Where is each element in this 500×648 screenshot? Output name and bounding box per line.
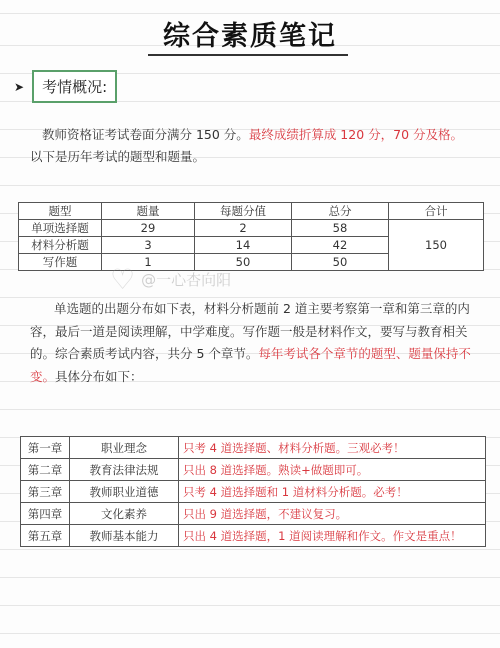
table-cell: 2 (195, 220, 292, 237)
para2-normal: 单选题的出题分布如下表，材料分析题前 2 道主要考察第一章和第三章的内容，最后一道是阅读理解，中学难度。写作题一般是材料作文，要写与教育相关的。综合素质考试内容，共分 5 个章节。 (30, 301, 470, 361)
chapter-cell: 第四章 (21, 503, 70, 525)
intro-paragraph (30, 124, 476, 168)
topic-cell: 文化素养 (70, 503, 179, 525)
chapter-cell: 第二章 (21, 459, 70, 481)
intro-line1-red: 最终成绩折算成 120 分，70 分及格。 (248, 127, 463, 142)
intro-line2: 以下是历年考试的题型和题量。 (30, 149, 206, 164)
table-row (19, 220, 484, 237)
total-cell: 150 (389, 220, 484, 271)
table-cell: 1 (102, 254, 195, 271)
table-header: 每题分值 (195, 203, 292, 220)
table-header: 合计 (389, 203, 484, 220)
chapter-table (20, 436, 486, 547)
chapter-cell: 第一章 (21, 437, 70, 459)
table-cell: 50 (195, 254, 292, 271)
table-row (21, 459, 486, 481)
table-cell: 14 (195, 237, 292, 254)
table-cell: 50 (292, 254, 389, 271)
chapter-cell: 第三章 (21, 481, 70, 503)
question-type-table (18, 202, 484, 271)
chapter-cell: 第五章 (21, 525, 70, 547)
arrow-right-icon: ➤ (14, 79, 25, 94)
section-heading (14, 70, 117, 103)
table-cell: 写作题 (19, 254, 102, 271)
title-underline (148, 54, 348, 56)
table-cell: 42 (292, 237, 389, 254)
topic-cell: 职业理念 (70, 437, 179, 459)
note-cell: 只出 9 道选择题，不建议复习。 (179, 503, 486, 525)
para2-red: 每年考试各个章节的题型、题量保持不变。 (30, 346, 471, 384)
table-header: 题型 (19, 203, 102, 220)
para2-tail: 具体分布如下： (55, 368, 143, 384)
intro-line1-normal: 教师资格证考试卷面分满分 150 分。 (42, 127, 249, 142)
topic-cell: 教育法律法规 (70, 459, 179, 481)
page-title: 综合素质笔记 (163, 21, 337, 52)
table-row (21, 525, 486, 547)
section-label: 考情概况: (32, 70, 117, 103)
table-cell: 单项选择题 (19, 220, 102, 237)
topic-cell: 教师基本能力 (70, 525, 179, 547)
note-cell: 只考 4 道选择题和 1 道材料分析题。必考！ (179, 481, 486, 503)
table-header-row (19, 203, 484, 220)
table-row (21, 437, 486, 459)
table-cell: 58 (292, 220, 389, 237)
note-cell: 只出 4 道选择题，1 道阅读理解和作文。作文是重点！ (179, 525, 486, 547)
note-cell: 只考 4 道选择题、材料分析题。三观必考！ (179, 437, 486, 459)
table-header: 总分 (292, 203, 389, 220)
heart-icon: ♡ (110, 263, 136, 296)
table-cell: 29 (102, 220, 195, 237)
table-header: 题量 (102, 203, 195, 220)
table-row (21, 481, 486, 503)
watermark-text: @一心杏向阳 (141, 271, 232, 289)
distribution-paragraph (30, 298, 476, 388)
table-cell: 材料分析题 (19, 237, 102, 254)
topic-cell: 教师职业道德 (70, 481, 179, 503)
note-cell: 只出 8 道选择题。熟读+做题即可。 (179, 459, 486, 481)
table-row (21, 503, 486, 525)
table-cell: 3 (102, 237, 195, 254)
